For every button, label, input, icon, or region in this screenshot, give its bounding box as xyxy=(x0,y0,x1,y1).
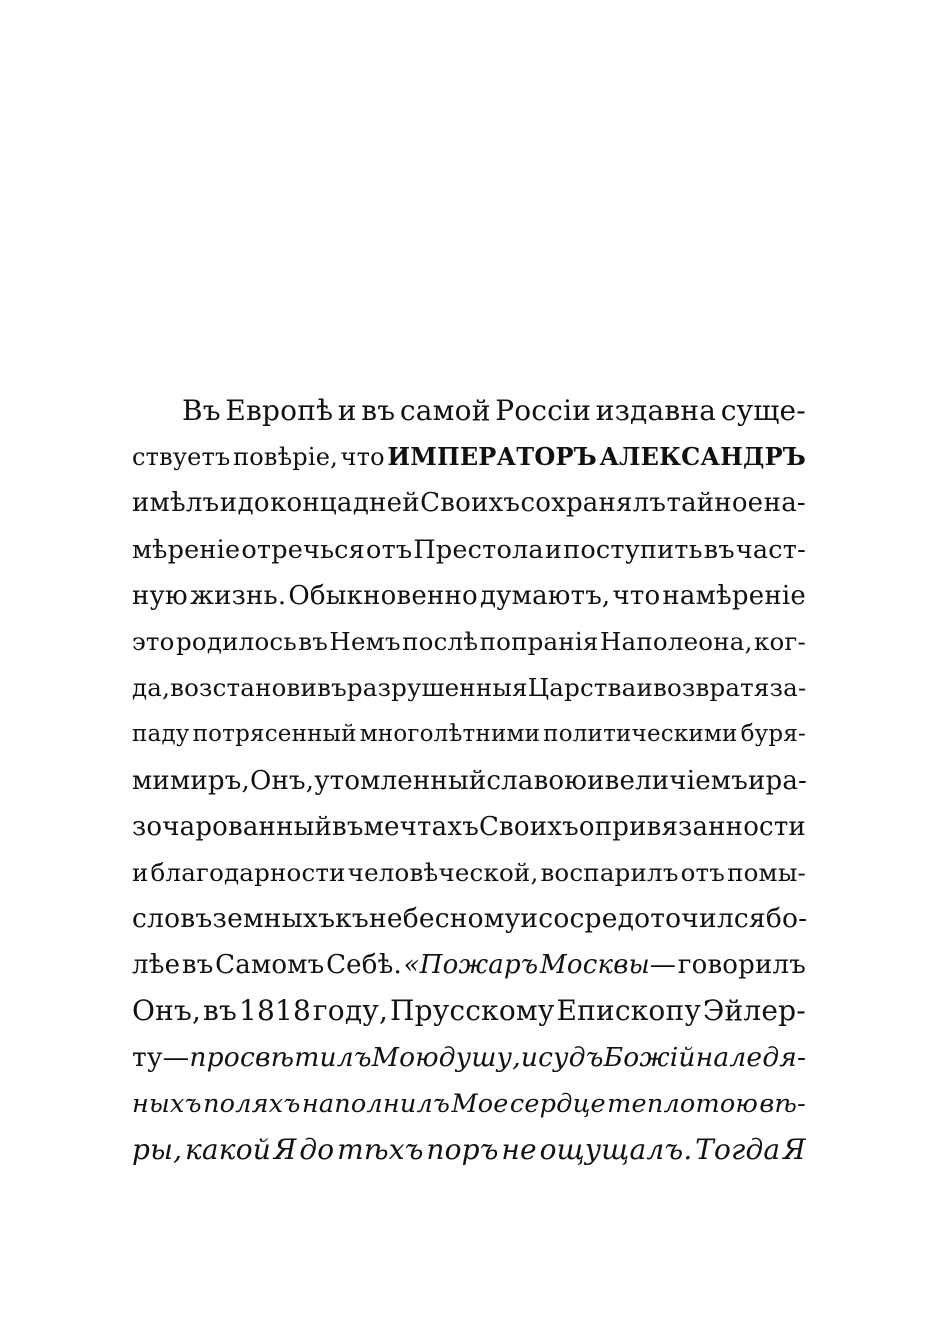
word: Въ xyxy=(182,394,221,427)
word: сосредоточился xyxy=(538,903,766,935)
word: тѣхъ xyxy=(337,1133,424,1166)
word: миръ, xyxy=(169,765,250,796)
word: теплотою xyxy=(607,1088,759,1119)
word: воспарилъ xyxy=(540,857,679,887)
body-text xyxy=(132,388,806,1173)
word: думаютъ, xyxy=(479,580,611,611)
word: бо- xyxy=(765,903,808,935)
word: утомленный xyxy=(314,765,487,796)
word: ощущалъ. xyxy=(539,1133,693,1166)
word: да, xyxy=(132,673,171,703)
word: году, xyxy=(312,994,389,1028)
word: величіемъ xyxy=(604,765,748,796)
text-line xyxy=(132,527,806,573)
word: въ xyxy=(361,394,396,427)
word: небесному xyxy=(368,903,521,935)
word: послѣ xyxy=(402,626,479,656)
text-line xyxy=(132,758,806,804)
word: славою xyxy=(486,765,588,796)
word: человѣческой, xyxy=(347,857,539,887)
word: мѣреніе xyxy=(132,534,241,565)
text-line xyxy=(132,619,806,665)
text-line xyxy=(132,711,806,757)
word: Европѣ xyxy=(225,394,334,427)
word: и xyxy=(544,534,563,565)
word: ныхъ xyxy=(132,1088,202,1119)
word: что xyxy=(612,580,661,611)
word: судъ xyxy=(538,1041,604,1073)
word: имѣлъ xyxy=(132,488,220,519)
word: на- xyxy=(763,488,806,519)
word: родилось xyxy=(176,626,297,656)
word: сохранялъ xyxy=(520,488,667,519)
word: словъ xyxy=(132,903,213,935)
word: Онъ, xyxy=(132,994,202,1028)
word: ледя- xyxy=(729,1041,807,1073)
word: и xyxy=(337,394,357,427)
word: лѣе xyxy=(132,950,181,981)
word: ког- xyxy=(753,626,806,656)
word: въ xyxy=(181,950,214,981)
word: 1818 xyxy=(238,994,311,1028)
word: до xyxy=(299,1133,335,1166)
word: намѣреніе xyxy=(662,580,806,611)
word: Престола xyxy=(413,534,544,565)
word: многолѣтними xyxy=(359,721,541,748)
word: благодарности xyxy=(150,857,346,887)
word: и xyxy=(747,765,766,796)
word: ры, xyxy=(132,1133,183,1166)
word: Своихъ xyxy=(420,488,521,519)
word: о xyxy=(578,811,595,842)
word: Я xyxy=(783,1133,806,1166)
word: АЛЕКСАНДРЪ xyxy=(599,442,806,472)
word: Самомъ xyxy=(215,950,325,981)
word: отъ xyxy=(680,857,726,887)
word: разрушенныя xyxy=(346,673,528,703)
word: какой xyxy=(184,1133,272,1166)
word: Москвы— xyxy=(540,950,677,981)
word: Эйлер- xyxy=(702,994,806,1028)
text-line xyxy=(132,850,806,896)
word: до xyxy=(237,488,270,519)
word: и xyxy=(132,857,149,887)
text-line xyxy=(132,942,806,988)
word: Мое xyxy=(451,1088,509,1119)
word: Мою xyxy=(371,1041,439,1073)
word: самой xyxy=(399,394,491,427)
word: мечтахъ xyxy=(363,811,479,842)
text-line xyxy=(132,1081,806,1127)
text-line xyxy=(132,434,806,480)
word: Немъ xyxy=(329,626,401,656)
word: вѣ- xyxy=(759,1088,806,1119)
word: и xyxy=(520,1041,539,1073)
word: возвратя xyxy=(652,673,770,703)
word: поляхъ xyxy=(203,1088,301,1119)
word: Я xyxy=(273,1133,297,1166)
word: возстановивъ xyxy=(170,673,347,703)
text-line xyxy=(132,988,806,1034)
word: что xyxy=(340,443,385,472)
word: въ xyxy=(703,534,735,565)
word: и xyxy=(520,903,539,935)
text-line xyxy=(132,573,806,619)
word: ту xyxy=(132,1041,163,1073)
text-line xyxy=(132,480,806,526)
word: Тогда xyxy=(695,1133,781,1166)
word: зочарованный xyxy=(132,811,333,842)
text-line xyxy=(132,1127,806,1173)
word: Царства xyxy=(527,673,637,703)
word: «Пожаръ xyxy=(403,950,539,981)
word: сердце xyxy=(509,1088,606,1119)
word: отъ xyxy=(366,534,413,565)
word: въ xyxy=(203,994,238,1028)
word: и xyxy=(219,488,238,519)
word: Обыкновенно xyxy=(288,580,478,611)
word: земныхъ xyxy=(212,903,336,935)
word: тайное xyxy=(666,488,764,519)
word: — xyxy=(162,1041,190,1073)
word: ми xyxy=(132,765,170,796)
word: конца xyxy=(270,488,353,519)
word: душу, xyxy=(438,1041,521,1073)
word: паду xyxy=(132,721,190,748)
word: въ xyxy=(298,626,329,656)
word: повѣріе, xyxy=(233,443,338,472)
word: издавна xyxy=(595,394,717,427)
word: поръ xyxy=(426,1133,499,1166)
text-line xyxy=(132,896,806,942)
word: Прусскому xyxy=(389,994,555,1028)
text-line xyxy=(132,1035,806,1081)
word: Онъ, xyxy=(249,765,315,796)
word: ную xyxy=(132,580,188,611)
word: Божій xyxy=(603,1041,696,1073)
word: на xyxy=(695,1041,730,1073)
word: отречься xyxy=(241,534,365,565)
word: буря- xyxy=(740,721,806,748)
word: говорилъ xyxy=(677,950,806,981)
word: просвѣтилъ xyxy=(189,1041,372,1073)
text-line xyxy=(132,665,806,711)
word: къ xyxy=(335,903,369,935)
text-line xyxy=(132,804,806,850)
word: и xyxy=(587,765,605,796)
word: попранія xyxy=(479,626,599,656)
word: за- xyxy=(769,673,807,703)
word: Себѣ. xyxy=(326,950,402,981)
word: Россіи xyxy=(495,394,592,427)
word: это xyxy=(132,626,175,656)
word: Наполеона, xyxy=(599,626,753,656)
word: ра- xyxy=(765,765,808,796)
word: част- xyxy=(735,534,806,565)
word: въ xyxy=(332,811,364,842)
word: поступить xyxy=(563,534,703,565)
word: ИМПЕРАТОРЪ xyxy=(387,442,597,472)
word: Своихъ xyxy=(478,811,579,842)
word: суще- xyxy=(720,394,806,427)
word: помы- xyxy=(727,857,806,887)
word: жизнь. xyxy=(189,580,287,611)
word: не xyxy=(501,1133,537,1166)
word: политическими xyxy=(543,721,738,748)
word: дней xyxy=(352,488,420,519)
text-line xyxy=(132,388,806,434)
word: Епископу xyxy=(556,994,702,1028)
word: привязанности xyxy=(594,811,806,842)
word: потрясенный xyxy=(192,721,357,748)
word: наполнилъ xyxy=(301,1088,451,1119)
word: и xyxy=(636,673,653,703)
word: ствуетъ xyxy=(132,443,231,472)
